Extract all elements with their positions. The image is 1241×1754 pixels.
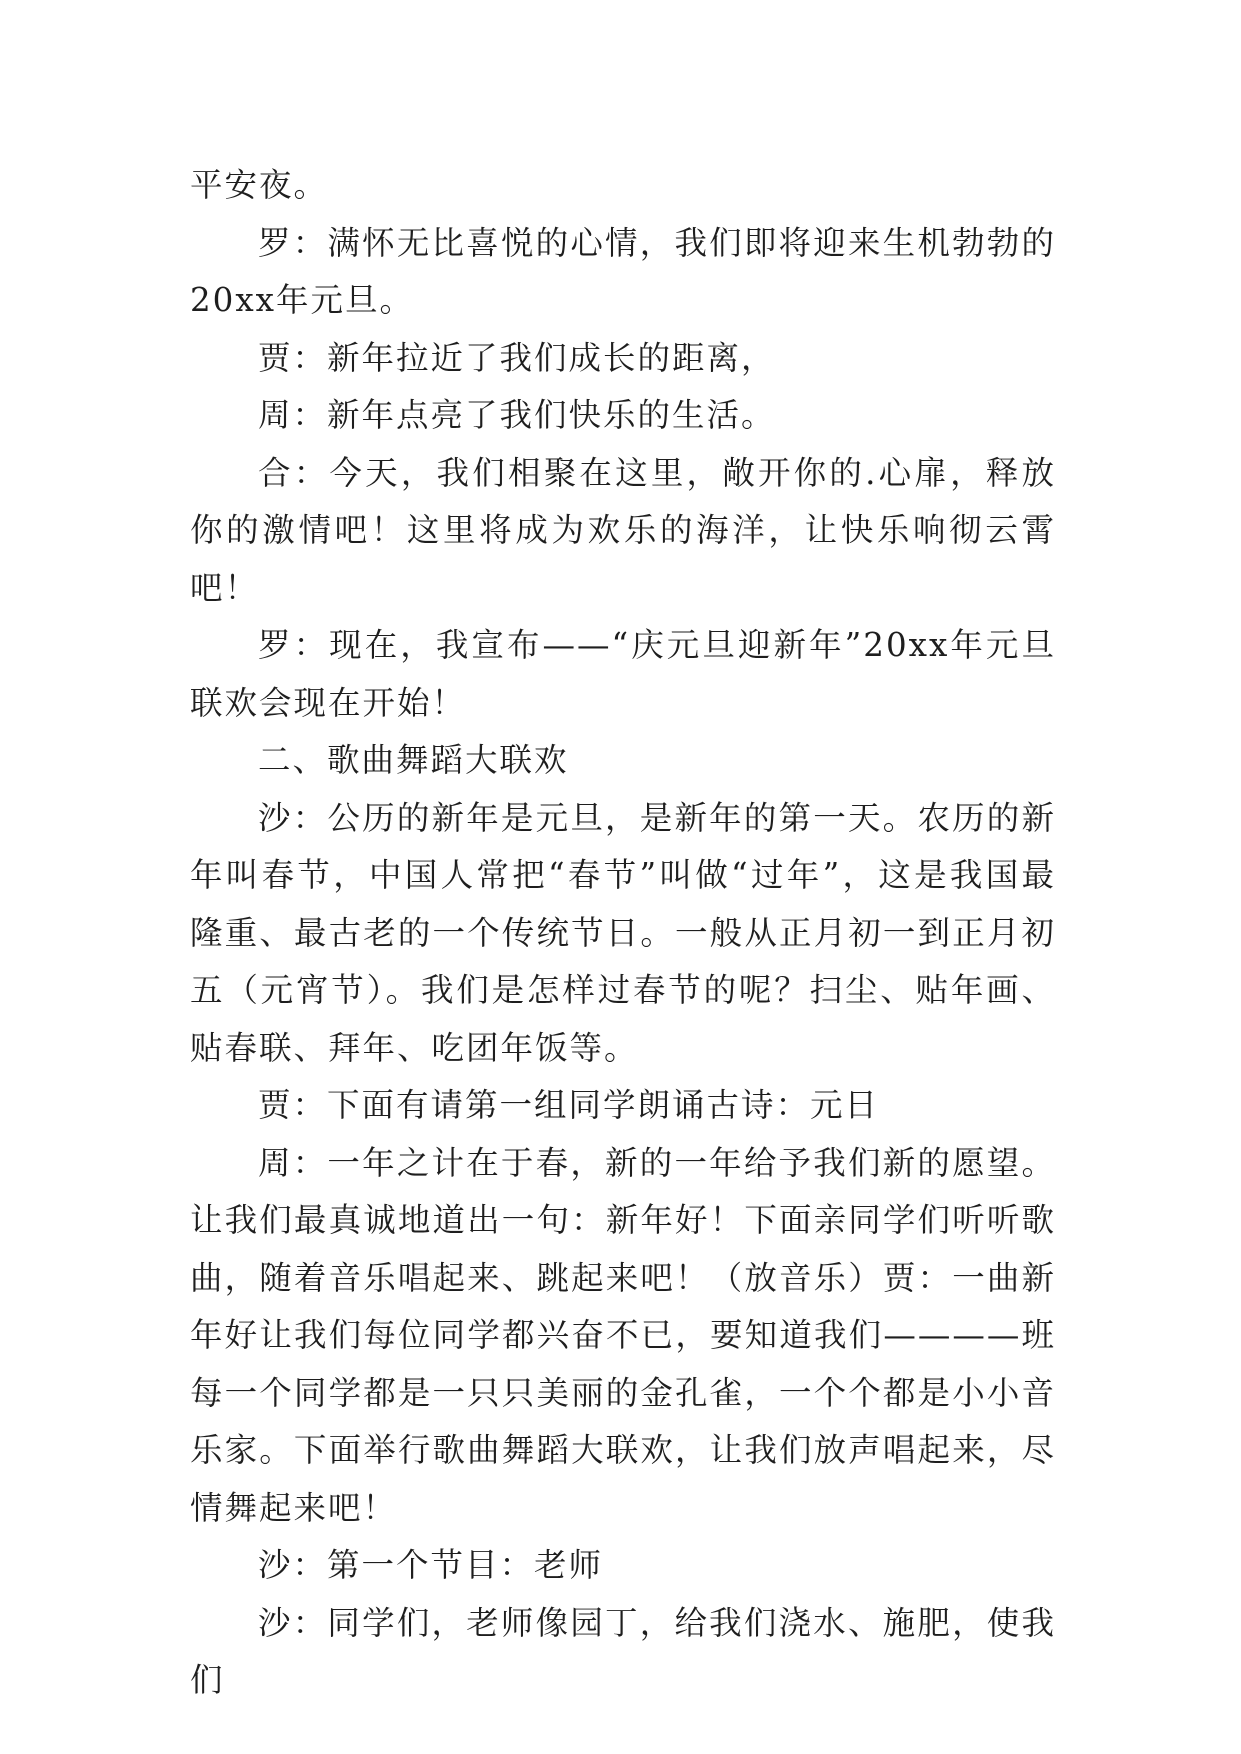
- paragraph: 罗：满怀无比喜悦的心情，我们即将迎来生机勃勃的20xx年元旦。: [190, 223, 1056, 319]
- paragraph: 周：新年点亮了我们快乐的生活。: [258, 396, 776, 434]
- paragraph: 罗：现在，我宣布——“庆元旦迎新年”20xx年元旦联欢会现在开始！: [190, 626, 1056, 722]
- paragraph: 平安夜。: [190, 166, 329, 204]
- paragraph: 贾：新年拉近了我们成长的距离，: [258, 338, 776, 377]
- document-body: [190, 157, 1056, 1710]
- paragraph: 贾：下面有请第一组同学朗诵古诗：元日: [258, 1086, 880, 1124]
- paragraph: 沙：公历的新年是元旦，是新年的第一天。农历的新年叫春节，中国人常把“春节”叫做“过年”，这是我国最隆重、最古老的一个传统节日。一般从正月初一到正月初五（元宵节）。我们是怎样过春节的呢？扫尘、贴年画、贴春联、拜年、吃团年饭等。: [190, 798, 1056, 1067]
- paragraph: 沙：第一个节目：老师: [258, 1546, 604, 1584]
- paragraph: 沙：同学们，老师像园丁，给我们浇水、施肥，使我们: [190, 1603, 1056, 1699]
- paragraph: 合：今天，我们相聚在这里，敞开你的.心扉，释放你的激情吧！这里将成为欢乐的海洋，让快乐响彻云霄吧！: [190, 453, 1056, 607]
- paragraph: 周：一年之计在于春，新的一年给予我们新的愿望。让我们最真诚地道出一句：新年好！下面亲同学们听听歌曲，随着音乐唱起来、跳起来吧！（放音乐）贾：一曲新年好让我们每位同学都兴奋不已，要知道我们————班每一个同学都是一只只美丽的金孔雀，一个个都是小小音乐家。下面举行歌曲舞蹈大联欢，让我们放声唱起来，尽情舞起来吧！: [190, 1143, 1056, 1527]
- section-heading: 二、歌曲舞蹈大联欢: [258, 741, 569, 779]
